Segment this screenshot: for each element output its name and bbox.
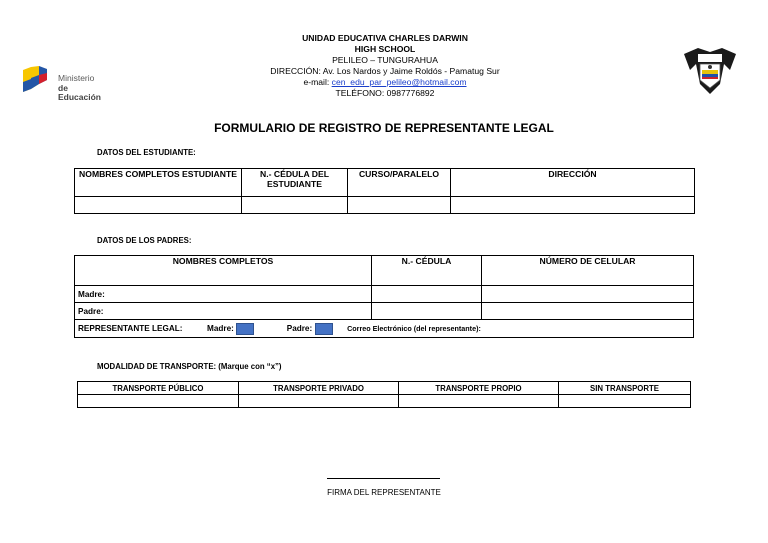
school-phone: TELÉFONO: 0987776892 bbox=[335, 88, 435, 98]
father-checkbox[interactable] bbox=[315, 323, 333, 335]
father-phone-cell[interactable] bbox=[482, 303, 694, 320]
ministry-line1: Ministerio bbox=[58, 73, 95, 83]
school-address: DIRECCIÓN: Av. Los Nardos y Jaime Roldós - Pamatug Sur bbox=[270, 66, 500, 76]
col-address: DIRECCIÓN bbox=[451, 169, 695, 197]
mother-id-cell[interactable] bbox=[372, 286, 482, 303]
col-student-id: N.- CÉDULA DEL ESTUDIANTE bbox=[242, 169, 348, 197]
father-option-label: Padre: bbox=[286, 323, 313, 333]
col-private-transport: TRANSPORTE PRIVADO bbox=[239, 382, 399, 395]
student-id-cell[interactable] bbox=[242, 197, 348, 214]
student-section-label: DATOS DEL ESTUDIANTE: bbox=[97, 148, 196, 157]
private-transport-cell[interactable] bbox=[239, 395, 399, 408]
school-crest-icon bbox=[680, 40, 740, 100]
father-row-label: Padre: bbox=[75, 303, 372, 320]
form-title: FORMULARIO DE REGISTRO DE REPRESENTANTE LEGAL bbox=[214, 121, 554, 135]
col-own-transport: TRANSPORTE PROPIO bbox=[399, 382, 559, 395]
student-table bbox=[74, 168, 695, 214]
course-cell[interactable] bbox=[348, 197, 451, 214]
table-row bbox=[75, 320, 694, 338]
ecuador-flag-icon bbox=[21, 64, 55, 94]
ministry-logo bbox=[21, 64, 111, 102]
col-parent-name: NOMBRES COMPLETOS bbox=[75, 256, 372, 286]
school-name: UNIDAD EDUCATIVA CHARLES DARWIN bbox=[302, 33, 468, 43]
table-row bbox=[75, 286, 694, 303]
col-public-transport: TRANSPORTE PÚBLICO bbox=[78, 382, 239, 395]
mother-checkbox[interactable] bbox=[236, 323, 254, 335]
col-parent-id: N.- CÉDULA bbox=[372, 256, 482, 286]
school-email-line bbox=[230, 77, 540, 88]
col-course: CURSO/PARALELO bbox=[348, 169, 451, 197]
school-location: PELILEO – TUNGURAHUA bbox=[332, 55, 438, 65]
table-row bbox=[78, 395, 691, 408]
address-cell[interactable] bbox=[451, 197, 695, 214]
legal-rep-row bbox=[75, 320, 694, 338]
signature-line[interactable] bbox=[327, 478, 440, 479]
email-label: e-mail: bbox=[303, 77, 330, 87]
email-link[interactable]: cen_edu_par_pelileo@hotmail.com bbox=[331, 77, 467, 87]
school-header bbox=[230, 33, 540, 99]
col-no-transport: SIN TRANSPORTE bbox=[559, 382, 691, 395]
no-transport-cell[interactable] bbox=[559, 395, 691, 408]
parents-section-label: DATOS DE LOS PADRES: bbox=[97, 236, 192, 245]
ministry-line2: de Educación bbox=[58, 82, 101, 102]
rep-email-label: Correo Electrónico (del representante): bbox=[347, 323, 481, 333]
col-student-name: NOMBRES COMPLETOS ESTUDIANTE bbox=[75, 169, 242, 197]
mother-option-label: Madre: bbox=[207, 323, 234, 333]
table-row bbox=[75, 303, 694, 320]
mother-row-label: Madre: bbox=[75, 286, 372, 303]
mother-phone-cell[interactable] bbox=[482, 286, 694, 303]
table-row bbox=[75, 197, 695, 214]
public-transport-cell[interactable] bbox=[78, 395, 239, 408]
school-level: HIGH SCHOOL bbox=[354, 44, 416, 54]
transport-table bbox=[77, 381, 691, 408]
own-transport-cell[interactable] bbox=[399, 395, 559, 408]
signature-label: FIRMA DEL REPRESENTANTE bbox=[327, 488, 441, 497]
legal-rep-label: REPRESENTANTE LEGAL: bbox=[78, 323, 183, 333]
school-crest bbox=[680, 40, 740, 100]
transport-section-label: MODALIDAD DE TRANSPORTE: (Marque con “x”) bbox=[97, 362, 282, 371]
parents-table bbox=[74, 255, 694, 338]
col-phone: NÚMERO DE CELULAR bbox=[482, 256, 694, 286]
father-id-cell[interactable] bbox=[372, 303, 482, 320]
student-name-cell[interactable] bbox=[75, 197, 242, 214]
